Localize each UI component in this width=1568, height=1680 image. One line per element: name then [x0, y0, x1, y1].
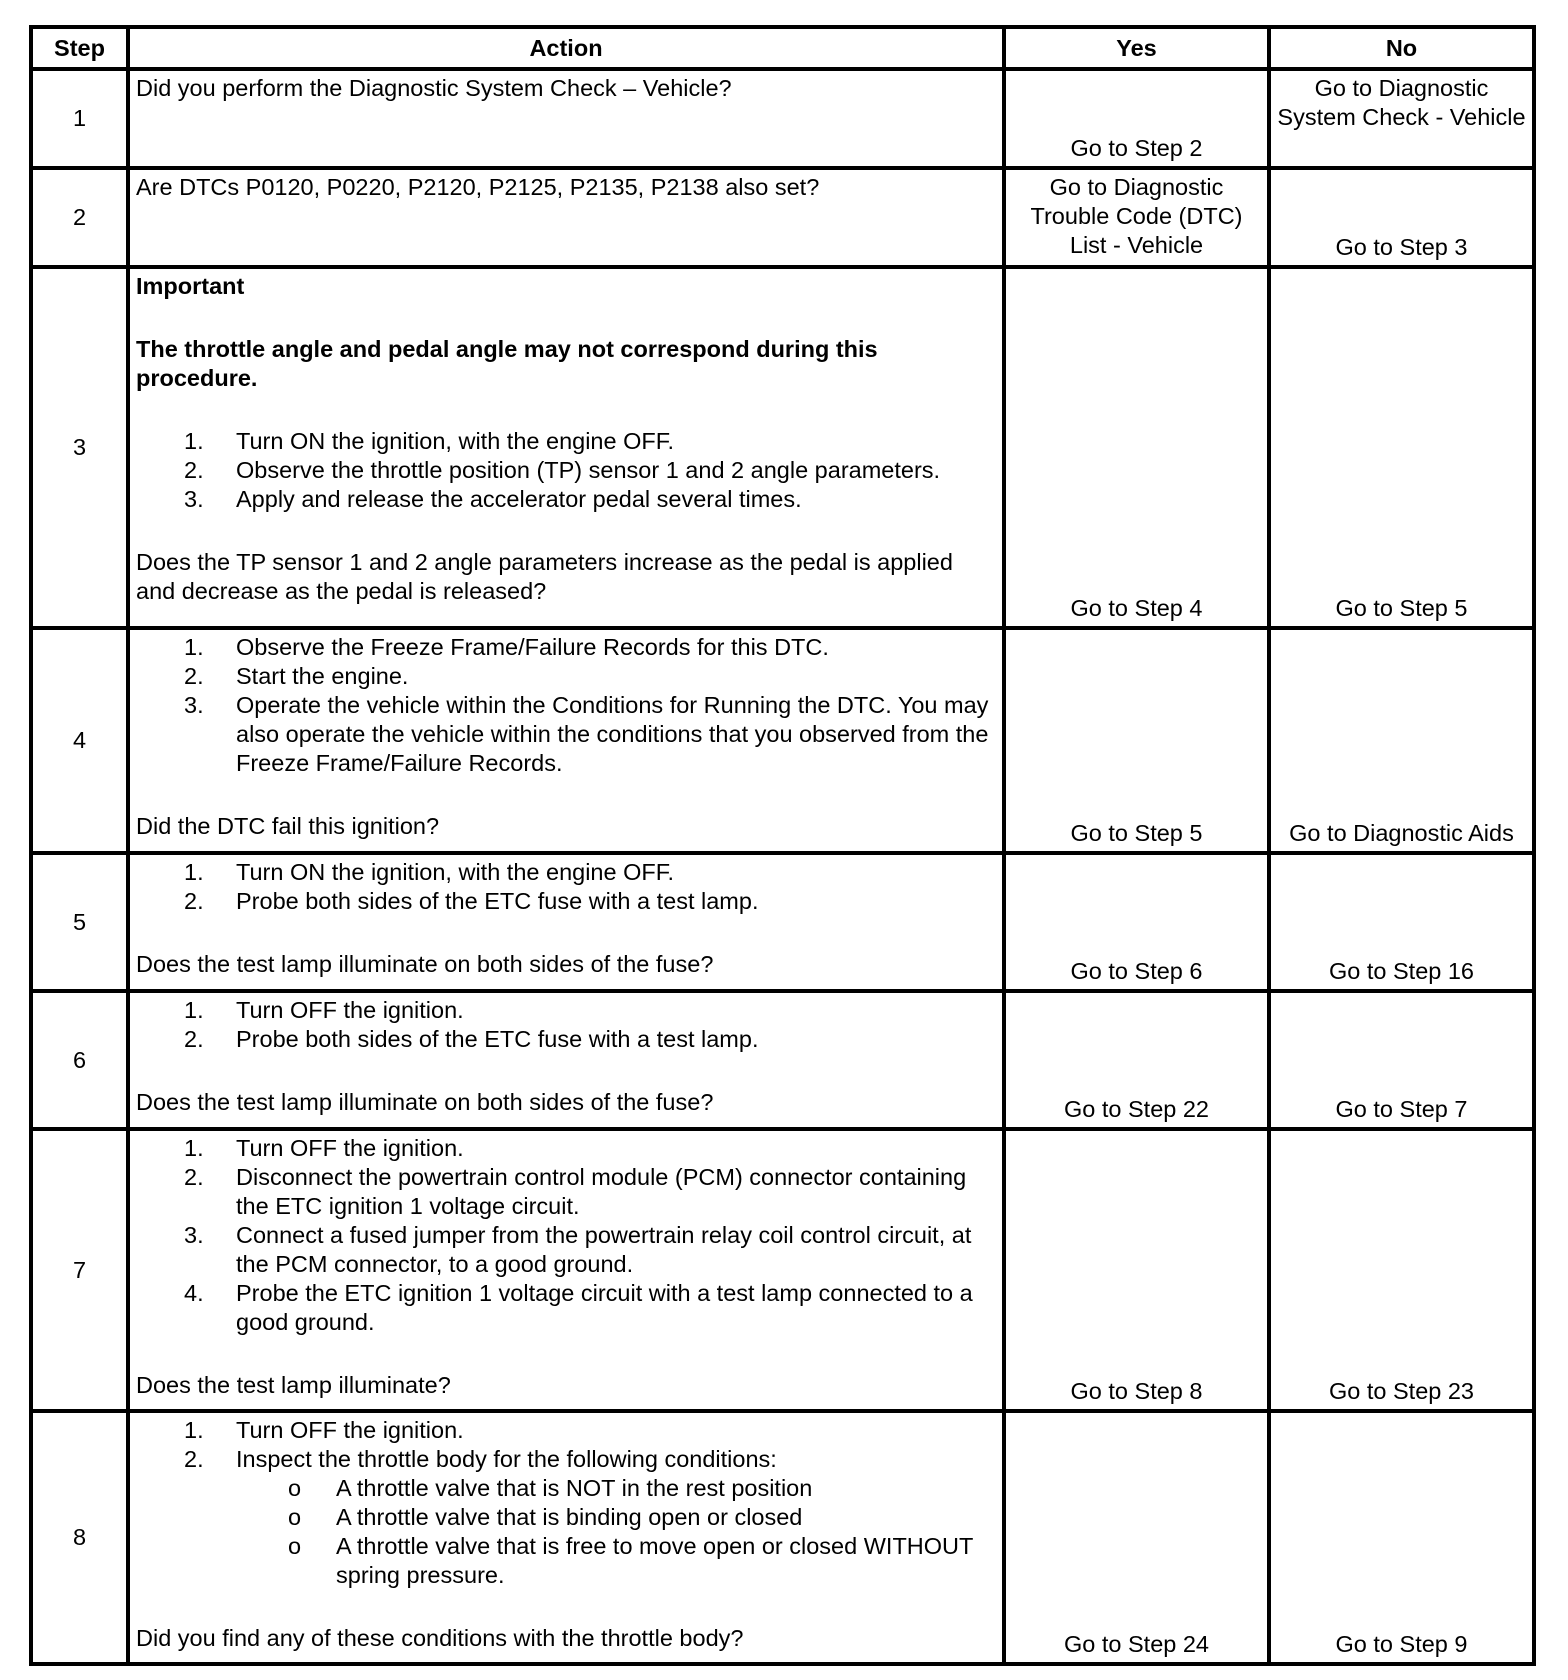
instruction-item — [136, 1221, 996, 1279]
table-row — [31, 1411, 1534, 1664]
instruction-list — [136, 1134, 996, 1337]
action-question: Did the DTC fail this ignition? — [136, 813, 440, 839]
item-number: 2. — [184, 1026, 204, 1052]
no-cell[interactable]: Go to Diagnostic Aids — [1269, 628, 1534, 853]
condition-item — [236, 1474, 996, 1503]
instruction-item — [136, 1025, 996, 1054]
action-cell — [128, 1129, 1004, 1411]
instruction-list — [136, 427, 996, 514]
no-cell[interactable]: Go to Step 7 — [1269, 991, 1534, 1129]
instruction-list — [136, 633, 996, 778]
no-cell[interactable]: Go to Step 3 — [1269, 168, 1534, 267]
instruction-text: Connect a fused jumper from the powertrain relay coil control circuit, at the PCM connector, to a good ground. — [236, 1222, 972, 1277]
condition-list — [236, 1474, 996, 1590]
header-no: No — [1269, 27, 1534, 69]
instruction-list — [136, 996, 996, 1054]
instruction-list — [136, 1416, 996, 1590]
instruction-text: Turn ON the ignition, with the engine OFF. — [236, 428, 675, 454]
action-cell — [128, 69, 1004, 168]
no-cell[interactable]: Go to Step 16 — [1269, 853, 1534, 991]
item-number: 1. — [184, 428, 204, 454]
diagnostic-table — [29, 25, 1536, 1666]
instruction-item — [136, 427, 996, 456]
item-number: 3. — [184, 692, 204, 718]
instruction-text: Probe both sides of the ETC fuse with a test lamp. — [236, 888, 759, 914]
table-row — [31, 267, 1534, 628]
step-number: 3 — [31, 267, 128, 628]
step-number: 2 — [31, 168, 128, 267]
instruction-list — [136, 858, 996, 916]
item-number: 1. — [184, 859, 204, 885]
step-number: 7 — [31, 1129, 128, 1411]
action-cell — [128, 1411, 1004, 1664]
item-number: 1. — [184, 1135, 204, 1161]
instruction-text: Start the engine. — [236, 663, 409, 689]
action-cell — [128, 991, 1004, 1129]
instruction-item — [136, 887, 996, 916]
no-cell[interactable]: Go to Step 23 — [1269, 1129, 1534, 1411]
instruction-item — [136, 1279, 996, 1337]
instruction-text: Turn ON the ignition, with the engine OFF. — [236, 859, 675, 885]
important-text: The throttle angle and pedal angle may not correspond during this procedure. — [136, 336, 878, 391]
instruction-item — [136, 662, 996, 691]
action-question: Are DTCs P0120, P0220, P2120, P2125, P2135, P2138 also set? — [136, 174, 820, 200]
table-row — [31, 1129, 1534, 1411]
instruction-text: Observe the throttle position (TP) sensor 1 and 2 angle parameters. — [236, 457, 941, 483]
instruction-text: Turn OFF the ignition. — [236, 997, 464, 1023]
item-number: 1. — [184, 634, 204, 660]
action-cell — [128, 853, 1004, 991]
instruction-text: Disconnect the powertrain control module (PCM) connector containing the ETC ignition 1 voltage circuit. — [236, 1164, 967, 1219]
yes-cell[interactable]: Go to Step 8 — [1004, 1129, 1269, 1411]
item-number: 2. — [184, 663, 204, 689]
bullet-icon: o — [288, 1533, 302, 1559]
header-yes: Yes — [1004, 27, 1269, 69]
item-number: 2. — [184, 888, 204, 914]
instruction-item — [136, 633, 996, 662]
instruction-item — [136, 1134, 996, 1163]
instruction-item — [136, 1163, 996, 1221]
yes-cell[interactable]: Go to Step 5 — [1004, 628, 1269, 853]
condition-text: A throttle valve that is binding open or closed — [336, 1504, 803, 1530]
yes-cell[interactable]: Go to Diagnostic Trouble Code (DTC) List - Vehicle — [1004, 168, 1269, 267]
item-number: 1. — [184, 997, 204, 1023]
condition-item — [236, 1503, 996, 1532]
instruction-text: Turn OFF the ignition. — [236, 1135, 464, 1161]
condition-text: A throttle valve that is NOT in the rest position — [336, 1475, 813, 1501]
item-number: 3. — [184, 1222, 204, 1248]
instruction-text: Operate the vehicle within the Conditions for Running the DTC. You may also operate the vehicle within the conditions that you observed from the Freeze Frame/Failure Records. — [236, 692, 989, 776]
header-action: Action — [128, 27, 1004, 69]
item-number: 3. — [184, 486, 204, 512]
bullet-icon: o — [288, 1504, 302, 1530]
instruction-item — [136, 456, 996, 485]
header-row — [31, 27, 1534, 69]
action-question: Does the test lamp illuminate on both sides of the fuse? — [136, 1089, 714, 1115]
step-number: 8 — [31, 1411, 128, 1664]
yes-cell[interactable]: Go to Step 2 — [1004, 69, 1269, 168]
item-number: 4. — [184, 1280, 204, 1306]
condition-item — [236, 1532, 996, 1590]
item-number: 2. — [184, 1446, 204, 1472]
table-row — [31, 69, 1534, 168]
action-cell — [128, 267, 1004, 628]
table-row — [31, 168, 1534, 267]
yes-cell[interactable]: Go to Step 22 — [1004, 991, 1269, 1129]
step-number: 1 — [31, 69, 128, 168]
instruction-text: Turn OFF the ignition. — [236, 1417, 464, 1443]
instruction-text: Probe both sides of the ETC fuse with a test lamp. — [236, 1026, 759, 1052]
instruction-item — [136, 996, 996, 1025]
instruction-item — [136, 1445, 996, 1590]
step-number: 5 — [31, 853, 128, 991]
table-row — [31, 628, 1534, 853]
no-cell[interactable]: Go to Step 5 — [1269, 267, 1534, 628]
table-row — [31, 991, 1534, 1129]
item-number: 1. — [184, 1417, 204, 1443]
instruction-text: Probe the ETC ignition 1 voltage circuit with a test lamp connected to a good ground. — [236, 1280, 973, 1335]
instruction-item — [136, 691, 996, 778]
table-row — [31, 853, 1534, 991]
instruction-item — [136, 858, 996, 887]
action-question: Does the test lamp illuminate? — [136, 1372, 451, 1398]
instruction-text: Inspect the throttle body for the following conditions: — [236, 1446, 777, 1472]
no-cell[interactable]: Go to Step 9 — [1269, 1411, 1534, 1664]
action-question: Does the test lamp illuminate on both sides of the fuse? — [136, 951, 714, 977]
item-number: 2. — [184, 457, 204, 483]
action-cell — [128, 628, 1004, 853]
yes-cell[interactable]: Go to Step 4 — [1004, 267, 1269, 628]
item-number: 2. — [184, 1164, 204, 1190]
step-number: 4 — [31, 628, 128, 853]
action-cell — [128, 168, 1004, 267]
instruction-item — [136, 1416, 996, 1445]
instruction-item — [136, 485, 996, 514]
important-label: Important — [136, 273, 245, 299]
bullet-icon: o — [288, 1475, 302, 1501]
yes-cell[interactable]: Go to Step 24 — [1004, 1411, 1269, 1664]
header-step: Step — [31, 27, 128, 69]
step-number: 6 — [31, 991, 128, 1129]
instruction-text: Observe the Freeze Frame/Failure Records for this DTC. — [236, 634, 829, 660]
action-question: Does the TP sensor 1 and 2 angle parameters increase as the pedal is applied and decrease as the pedal is released? — [136, 549, 953, 604]
instruction-text: Apply and release the accelerator pedal several times. — [236, 486, 802, 512]
condition-text: A throttle valve that is free to move open or closed WITHOUT spring pressure. — [336, 1533, 973, 1588]
action-question: Did you find any of these conditions with the throttle body? — [136, 1625, 744, 1651]
action-question: Did you perform the Diagnostic System Check – Vehicle? — [136, 75, 732, 101]
yes-cell[interactable]: Go to Step 6 — [1004, 853, 1269, 991]
no-cell[interactable]: Go to Diagnostic System Check - Vehicle — [1269, 69, 1534, 168]
